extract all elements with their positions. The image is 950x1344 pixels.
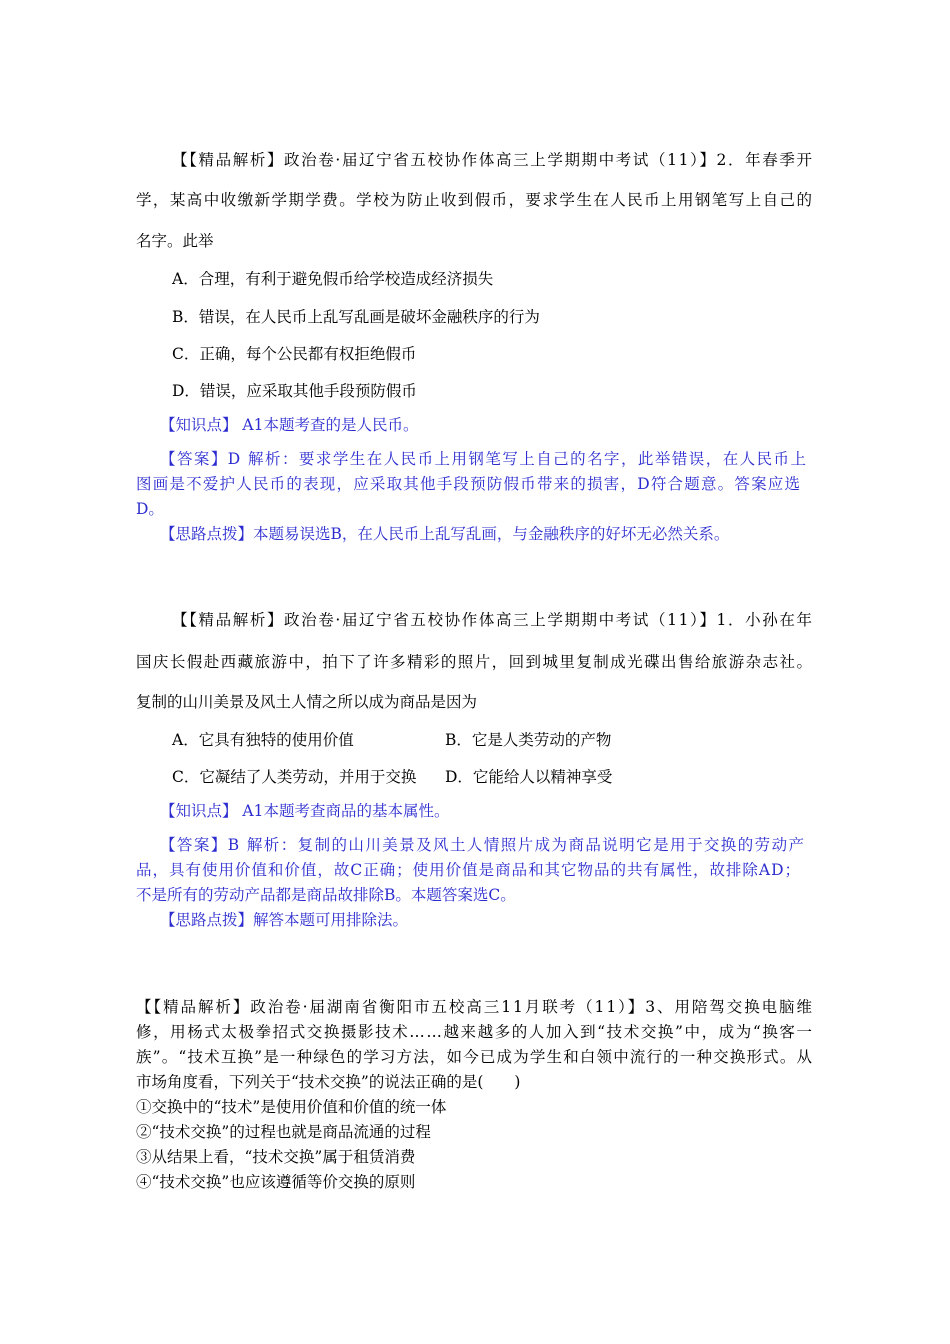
q3-stem-line: 修，用杨式太极拳招式交换摄影技术……越来越多的人加入到“技术交换”中，成为“换客一 xyxy=(136,1023,814,1041)
q2-option-b: B．它是人类劳动的产物 xyxy=(445,731,612,749)
q2-tip: 【思路点拨】解答本题可用排除法。 xyxy=(160,911,409,929)
q2-stem-line: 复制的山川美景及风土人情之所以成为商品是因为 xyxy=(136,693,478,711)
q3-stem-line: 市场角度看，下列关于“技术交换”的说法正确的是( ) xyxy=(136,1073,521,1091)
q2-option-d: D．它能给人以精神享受 xyxy=(445,768,613,786)
q1-option-a: A．合理，有利于避免假币给学校造成经济损失 xyxy=(172,270,494,288)
q1-knowledge-point: 【知识点】 A1本题考查的是人民币。 xyxy=(160,416,419,434)
q2-header: 【【精品解析】政治卷·届辽宁省五校协作体高三上学期期中考试（11）】1．小孙在年 xyxy=(172,611,814,629)
q1-tip: 【思路点拨】本题易误选B，在人民币上乱写乱画，与金融秩序的好坏无必然关系。 xyxy=(160,525,730,543)
q1-answer-line: 图画是不爱护人民币的表现，应采取其他手段预防假币带来的损害，D符合题意。答案应选 xyxy=(136,475,802,493)
q1-stem-line: 名字。此举 xyxy=(136,232,214,250)
q2-answer-line: 不是所有的劳动产品都是商品故排除B。本题答案选C。 xyxy=(136,886,516,904)
q3-item-4: ④“技术交换”也应该遵循等价交换的原则 xyxy=(136,1173,416,1191)
q1-option-d: D．错误，应采取其他手段预防假币 xyxy=(172,382,417,400)
q1-stem-line: 学，某高中收缴新学期学费。学校为防止收到假币，要求学生在人民币上用钢笔写上自己的 xyxy=(136,191,814,209)
q1-option-c: C．正确，每个公民都有权拒绝假币 xyxy=(172,345,417,363)
q1-option-b: B．错误，在人民币上乱写乱画是破坏金融秩序的行为 xyxy=(172,308,540,326)
q3-item-2: ②“技术交换”的过程也就是商品流通的过程 xyxy=(136,1123,431,1141)
q3-item-1: ①交换中的“技术”是使用价值和价值的统一体 xyxy=(136,1098,447,1116)
q1-header: 【【精品解析】政治卷·届辽宁省五校协作体高三上学期期中考试（11）】2．年春季开 xyxy=(172,151,814,169)
q3-header: 【【精品解析】政治卷·届湖南省衡阳市五校高三11月联考（11）】3、用陪驾交换电脑维 xyxy=(136,998,814,1016)
q2-option-c: C．它凝结了人类劳动，并用于交换 xyxy=(172,768,417,786)
q1-answer-line: D。 xyxy=(136,500,164,518)
q1-answer-line: 【答案】D 解析：要求学生在人民币上用钢笔写上自己的名字，此举错误，在人民币上 xyxy=(160,450,808,468)
q2-answer-line: 品，具有使用价值和价值，故C正确；使用价值是商品和其它物品的共有属性，故排除AD； xyxy=(136,861,801,879)
q3-item-3: ③从结果上看，“技术交换”属于租赁消费 xyxy=(136,1148,416,1166)
q2-answer-line: 【答案】B 解析：复制的山川美景及风土人情照片成为商品说明它是用于交换的劳动产 xyxy=(160,836,806,854)
q3-stem-line: 族”。“技术互换”是一种绿色的学习方法，如今已成为学生和白领中流行的一种交换形式。从 xyxy=(136,1048,814,1066)
q2-stem-line: 国庆长假赴西藏旅游中，拍下了许多精彩的照片，回到城里复制成光碟出售给旅游杂志社。 xyxy=(136,653,814,671)
q2-option-a: A．它具有独特的使用价值 xyxy=(172,731,354,749)
q2-knowledge-point: 【知识点】 A1本题考查商品的基本属性。 xyxy=(160,802,450,820)
